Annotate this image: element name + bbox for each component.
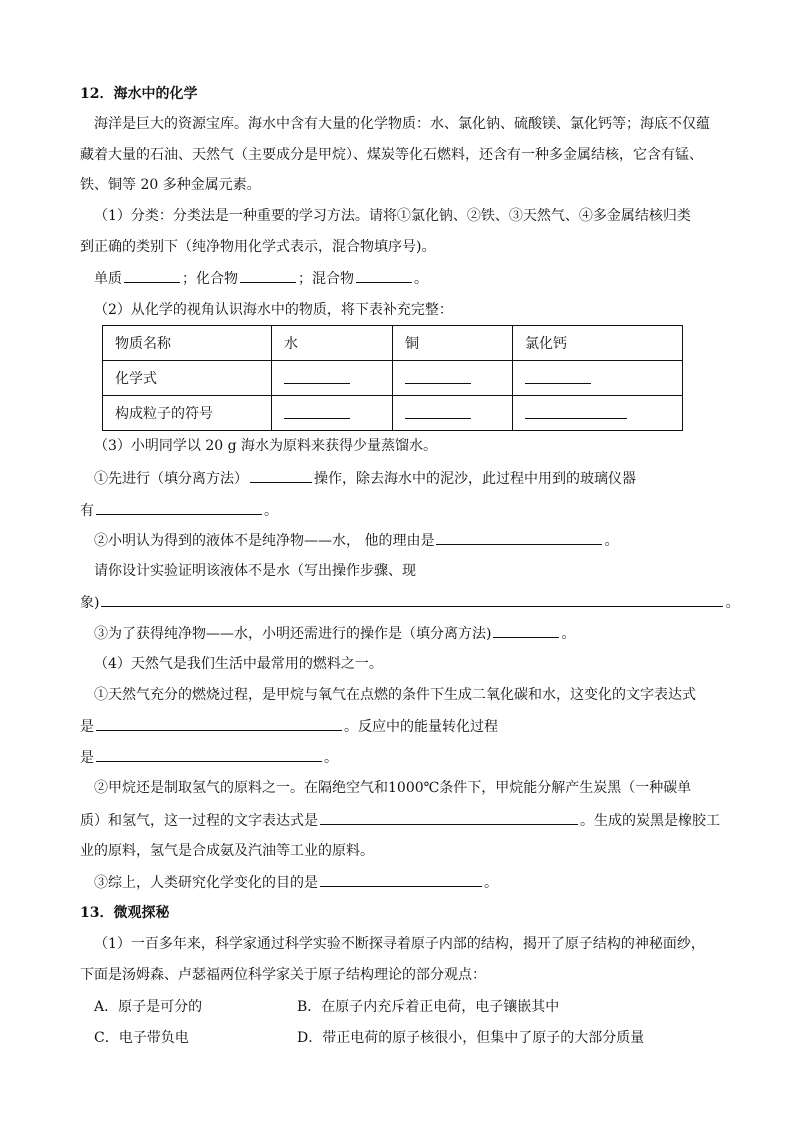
simple-substance-label: 单质 <box>94 271 122 287</box>
header-cell: 水 <box>272 326 393 361</box>
part4-2-line: ②甲烷还是制取氢气的原料之一。在隔绝空气和1000℃条件下，甲烷能分解产生炭黑（一种碳单 <box>94 780 692 796</box>
text: 是 <box>80 750 94 766</box>
intro-line-3: 铁、铜等 20 多种金属元素。 <box>80 177 261 193</box>
period: 。 <box>604 533 619 549</box>
answer-cell[interactable] <box>393 396 513 431</box>
row-label: 构成粒子的符号 <box>103 396 272 431</box>
text: 质）和氢气，这一过程的文字表达式是 <box>80 813 318 829</box>
part3-line: （3）小明同学以 20 g 海水为原料来获得少量蒸馏水。 <box>94 438 438 454</box>
text: ③综上，人类研究化学变化的目的是 <box>94 875 318 891</box>
period: 。 <box>414 271 428 287</box>
part1-line-2: 到正确的类别下（纯净物用化学式表示，混合物填序号)。 <box>80 239 436 255</box>
substance-table <box>102 325 683 431</box>
compound-blank[interactable] <box>240 268 296 283</box>
energy-conversion-blank[interactable] <box>96 747 322 762</box>
part3-1-text-2: 操作，除去海水中的泥沙，此过程中用到的玻璃仪器 <box>314 471 636 487</box>
experiment-blank[interactable] <box>101 592 723 607</box>
part1-classification-line <box>94 268 428 289</box>
part3-2-line <box>94 530 618 551</box>
part3-1-text: ①先进行（填分离方法） <box>94 471 248 487</box>
option-c: C．电子带负电 <box>94 1030 189 1046</box>
part4-1-line: ①天然气充分的燃烧过程，是甲烷与氧气在点燃的条件下生成二氧化碳和水，这变化的文字表达式 <box>94 687 696 703</box>
part4-1-energy <box>80 747 338 768</box>
reason-blank[interactable] <box>436 530 602 545</box>
part3-1-line <box>94 468 636 489</box>
text: 象) <box>80 595 100 611</box>
part3-2-design-cont <box>80 592 739 613</box>
compound-label: ；化合物 <box>182 271 238 287</box>
text: 。生成的炭黑是橡胶工 <box>580 813 720 829</box>
intro-line-2: 藏着大量的石油、天然气（主要成分是甲烷）、煤炭等化石燃料，还含有一种多金属结核，它含有锰、 <box>80 147 703 163</box>
period: 。 <box>264 503 278 519</box>
text: ③为了获得纯净物——水，小明还需进行的操作是（填分离方法) <box>94 626 492 642</box>
mixture-label: ；混合物 <box>298 271 354 287</box>
period: 。 <box>324 750 338 766</box>
part4-2-cont <box>80 810 720 831</box>
table-row <box>103 361 683 396</box>
answer-cell[interactable] <box>393 361 513 396</box>
mixture-blank[interactable] <box>356 268 412 283</box>
part4-3-line <box>94 872 498 893</box>
intro-line-1: 海洋是巨大的资源宝库。海水中含有大量的化学物质：水、氯化钠、硫酸镁、氯化钙等；海底不仅蕴 <box>94 116 710 132</box>
simple-substance-blank[interactable] <box>124 268 180 283</box>
methane-decomposition-blank[interactable] <box>320 810 578 825</box>
part4-2-end: 业的原料，氢气是合成氨及汽油等工业的原料。 <box>80 843 374 859</box>
part3-1-cont <box>80 500 278 521</box>
option-a: A．原子是可分的 <box>94 999 203 1015</box>
header-cell: 物质名称 <box>103 326 272 361</box>
period: 。 <box>725 595 740 611</box>
part1-line-1: （1）分类：分类法是一种重要的学习方法。请将①氯化钠、②铁、③天然气、④多金属结核归类 <box>94 208 691 224</box>
text: 。反应中的能量转化过程 <box>344 719 498 735</box>
answer-cell[interactable] <box>272 396 393 431</box>
text: ②小明认为得到的液体不是纯净物——水， 他的理由是 <box>94 533 435 549</box>
part3-2-design: 请你设计实验证明该液体不是水（写出操作步骤、现 <box>94 563 416 579</box>
part4-line: （4）天然气是我们生活中最常用的燃料之一。 <box>94 656 383 672</box>
period: 。 <box>561 626 576 642</box>
answer-cell[interactable] <box>272 361 393 396</box>
word-equation-blank[interactable] <box>96 716 342 731</box>
question-12-title: 12．海水中的化学 <box>80 86 198 102</box>
row-label: 化学式 <box>103 361 272 396</box>
text: 有 <box>80 503 94 519</box>
question-13-title: 13．微观探秘 <box>80 905 170 921</box>
q13-part1-line-1: （1）一百多年来，科学家通过科学实验不断探寻着原子内部的结构，揭开了原子结构的神秘面纱， <box>94 936 705 952</box>
text: 是 <box>80 719 94 735</box>
part3-3-line <box>94 623 575 644</box>
answer-cell[interactable] <box>513 396 683 431</box>
table-row <box>103 396 683 431</box>
header-cell: 铜 <box>393 326 513 361</box>
table-header-row <box>103 326 683 361</box>
separation-method-blank[interactable] <box>250 468 312 483</box>
q13-part1-line-2: 下面是汤姆森、卢瑟福两位科学家关于原子结构理论的部分观点： <box>80 967 486 983</box>
purpose-blank[interactable] <box>320 872 482 887</box>
part4-1-cont <box>80 716 498 737</box>
part2-line: （2）从化学的视角认识海水中的物质，将下表补充完整： <box>94 302 453 318</box>
option-d: D．带正电荷的原子核很小，但集中了原子的大部分质量 <box>297 1030 645 1046</box>
purification-blank[interactable] <box>493 623 559 638</box>
glassware-blank[interactable] <box>96 500 262 515</box>
header-cell: 氯化钙 <box>513 326 683 361</box>
answer-cell[interactable] <box>513 361 683 396</box>
period: 。 <box>484 875 498 891</box>
option-b: B．在原子内充斥着正电荷，电子镶嵌其中 <box>297 999 560 1015</box>
